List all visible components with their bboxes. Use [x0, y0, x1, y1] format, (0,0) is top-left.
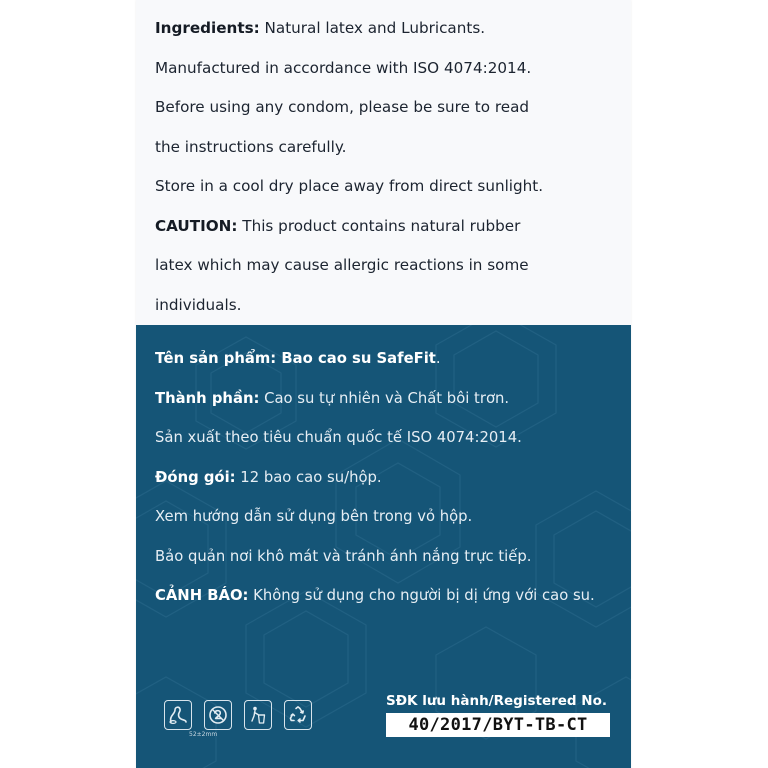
vietnamese-info-section	[136, 325, 631, 768]
dispose-in-bin-icon	[244, 700, 272, 730]
do-not-reuse-icon	[204, 700, 232, 730]
package-side-panel	[136, 0, 631, 768]
package-symbols	[164, 700, 312, 738]
registration-block	[386, 693, 610, 737]
recycle-icon	[284, 700, 312, 730]
english-line-iso: Manufactured in accordance with ISO 4074:2014.	[155, 58, 532, 77]
english-info-section	[136, 0, 631, 325]
vietnamese-line-packaging: Đóng gói: 12 bao cao su/hộp.	[155, 468, 382, 486]
vietnamese-info-lines	[155, 342, 595, 619]
english-line-ingredients: Ingredients: Natural latex and Lubricants.	[155, 19, 486, 37]
vietnamese-line-storage: Bảo quản nơi khô mát và tránh ánh nắng trực tiếp.	[155, 547, 532, 565]
english-line-caution-2: latex which may cause allergic reactions in some	[155, 256, 529, 274]
vietnamese-line-product-name: Tên sản phẩm: Bao cao su SafeFit.	[155, 350, 441, 367]
english-line-caution-1: CAUTION: This product contains natural rubber	[155, 216, 521, 235]
vietnamese-line-ingredients: Thành phần: Cao su tự nhiên và Chất bôi trơn.	[155, 389, 510, 407]
condom-size-icon	[164, 700, 218, 738]
registration-number: 40/2017/BYT-TB-CT	[386, 713, 610, 737]
registration-label: SĐK lưu hành/Registered No.	[386, 693, 607, 709]
condom-size-caption: 52±2mm	[189, 731, 218, 738]
english-info-lines	[155, 11, 543, 327]
vietnamese-line-iso: Sản xuất theo tiêu chuẩn quốc tế ISO 4074:2014.	[155, 429, 522, 446]
english-line-read-1: Before using any condom, please be sure to read	[155, 98, 530, 116]
english-line-read-2: the instructions carefully.	[155, 137, 347, 156]
vietnamese-line-caution: CẢNH BÁO: Không sử dụng cho người bị dị ứng với cao su.	[155, 587, 595, 604]
vietnamese-line-instructions: Xem hướng dẫn sử dụng bên trong vỏ hộp.	[155, 508, 473, 525]
english-line-storage: Store in a cool dry place away from direct sunlight.	[155, 177, 544, 195]
english-line-caution-3: individuals.	[155, 295, 242, 314]
